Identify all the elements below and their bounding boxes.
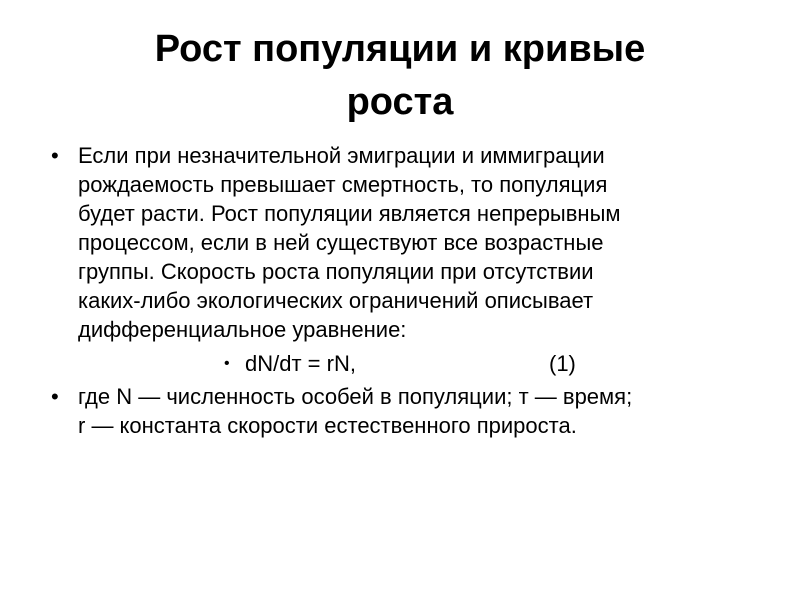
- equation-formula: dN/dт = rN,: [245, 351, 356, 376]
- slide-title: [40, 23, 760, 129]
- sub-bullet-marker: •: [224, 355, 230, 372]
- bullet-text-line: где N — численность особей в популяции; т — время;: [78, 384, 633, 409]
- bullet-text-line: каких-либо экологических ограничений описывает: [78, 288, 594, 313]
- equation-number: (1): [549, 351, 576, 376]
- equation-row: [48, 349, 763, 378]
- bullet-text-line: рождаемость превышает смертность, то популяция: [78, 172, 608, 197]
- bullet-text-line: r — константа скорости естественного прироста.: [78, 413, 577, 438]
- slide-title-line-2: роста: [346, 81, 454, 123]
- bullet-text-line: будет расти. Рост популяции является непрерывным: [78, 201, 621, 226]
- bullet-text-line: Если при незначительной эмиграции и иммиграции: [78, 143, 605, 168]
- bullet-marker: •: [51, 143, 59, 168]
- bullet-text-line: процессом, если в ней существуют все возрастные: [78, 230, 604, 255]
- bullet-marker: •: [51, 384, 59, 409]
- slide-title-line-1: Рост популяции и кривые: [154, 28, 646, 70]
- bullet-item-intro: [48, 141, 763, 344]
- slide-body: [48, 141, 763, 440]
- bullet-text-line: группы. Скорость роста популяции при отсутствии: [78, 259, 594, 284]
- bullet-item-definitions: [48, 382, 763, 440]
- bullet-text-line: дифференциальное уравнение:: [78, 317, 407, 342]
